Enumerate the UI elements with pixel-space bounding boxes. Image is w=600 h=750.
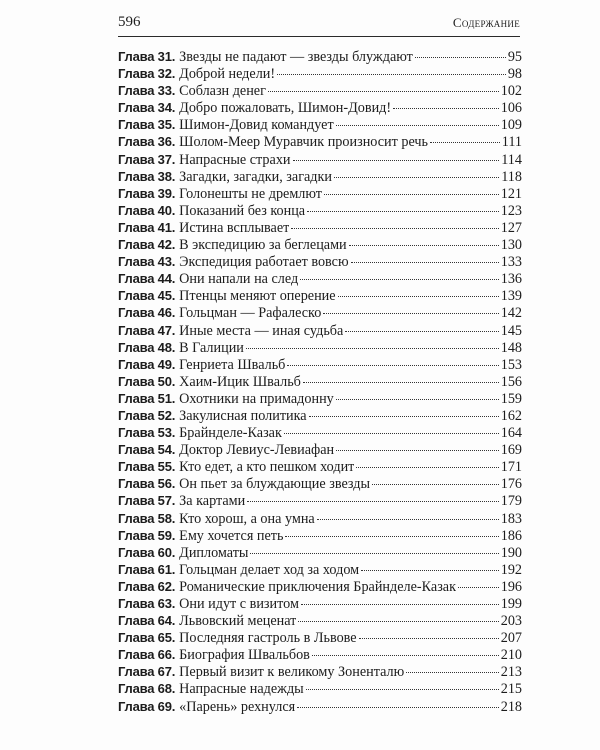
dot-leader (430, 142, 500, 143)
toc-entry (118, 236, 522, 253)
dot-leader (359, 638, 499, 639)
toc-entry (118, 270, 522, 287)
toc-entry (118, 595, 522, 612)
chapter-page-number: 111 (501, 134, 522, 151)
chapter-title: Шимон-Довид командует (179, 117, 334, 134)
dot-leader (285, 536, 498, 537)
dot-leader (361, 570, 499, 571)
toc-entry (118, 492, 522, 509)
chapter-label: Глава 69. (118, 698, 176, 714)
chapter-label: Глава 57. (118, 493, 176, 509)
chapter-page-number: 121 (500, 185, 522, 202)
toc-entry (118, 390, 522, 407)
chapter-label: Глава 46. (118, 305, 176, 321)
toc-entry (118, 475, 522, 492)
chapter-title: Кто хорош, а она умна (179, 510, 315, 527)
chapter-page-number: 207 (500, 630, 522, 647)
chapter-page-number: 106 (500, 100, 522, 117)
dot-leader (300, 279, 499, 280)
chapter-label: Глава 40. (118, 202, 176, 218)
chapter-title: Птенцы меняют оперение (179, 288, 336, 305)
chapter-title: Голонешты не дремлют (179, 185, 322, 202)
dot-leader (312, 655, 499, 656)
toc-entry (118, 510, 522, 527)
toc-entry (118, 441, 522, 458)
chapter-title: Они напали на след (179, 271, 299, 288)
chapter-label: Глава 54. (118, 442, 176, 458)
chapter-label: Глава 39. (118, 185, 176, 201)
toc-entry (118, 698, 522, 715)
chapter-title: В Галиции (179, 339, 244, 356)
chapter-title: Истина всплывает (179, 219, 290, 236)
dot-leader (349, 245, 499, 246)
dot-leader (277, 74, 506, 75)
chapter-title: Брайнделе-Казак (179, 425, 282, 442)
chapter-label: Глава 36. (118, 134, 176, 150)
chapter-label: Глава 58. (118, 510, 176, 526)
chapter-page-number: 98 (507, 66, 522, 83)
chapter-label: Глава 62. (118, 578, 176, 594)
chapter-page-number: 133 (500, 254, 522, 271)
dot-leader (317, 519, 499, 520)
chapter-label: Глава 56. (118, 476, 176, 492)
dot-leader (247, 501, 498, 502)
toc-entry (118, 322, 522, 339)
toc-entry (118, 424, 522, 441)
chapter-title: Они идут с визитом (179, 596, 299, 612)
dot-leader (334, 177, 499, 178)
toc-entry (118, 202, 522, 219)
chapter-page-number: 164 (500, 425, 522, 442)
chapter-title: Он пьет за блуждающие звезды (179, 476, 371, 493)
chapter-label: Глава 52. (118, 407, 176, 423)
chapter-title: Доброй недели! (179, 66, 276, 83)
toc-entry (118, 185, 522, 202)
toc-entry (118, 133, 522, 150)
chapter-page-number: 171 (500, 459, 522, 476)
chapter-page-number: 196 (500, 578, 522, 595)
dot-leader (301, 604, 499, 605)
chapter-page-number: 95 (507, 49, 522, 65)
toc-entry (118, 612, 522, 629)
dot-leader (307, 211, 499, 212)
chapter-page-number: 176 (500, 476, 522, 493)
toc-entry (118, 561, 522, 578)
chapter-page-number: 210 (500, 647, 522, 664)
dot-leader (293, 160, 500, 161)
chapter-title: За картами (179, 493, 246, 510)
chapter-page-number: 218 (500, 698, 522, 715)
dot-leader (406, 672, 499, 673)
chapter-page-number: 102 (500, 83, 522, 100)
toc-entry (118, 82, 522, 99)
chapter-title: Напрасные надежды (179, 681, 304, 698)
dot-leader (246, 348, 499, 349)
chapter-page-number: 148 (500, 339, 522, 356)
chapter-title: Загадки, загадки, загадки (179, 168, 333, 185)
chapter-title: Кто едет, а кто пешком ходит (179, 459, 355, 476)
chapter-label: Глава 48. (118, 339, 176, 355)
chapter-label: Глава 65. (118, 630, 176, 646)
chapter-title: Гольцман — Рафалеско (179, 305, 322, 322)
chapter-title: Хаим-Ицик Швальб (179, 373, 301, 390)
chapter-title: Звезды не падают — звезды блуждают (179, 49, 413, 65)
chapter-label: Глава 66. (118, 647, 176, 663)
chapter-title: Шолом-Меер Муравчик произносит речь (179, 134, 429, 151)
chapter-label: Глава 55. (118, 459, 176, 475)
dot-leader (324, 194, 499, 195)
toc-entry (118, 407, 522, 424)
toc-entry (118, 373, 522, 390)
chapter-title: Дипломаты (179, 544, 249, 561)
chapter-page-number: 118 (501, 168, 522, 185)
page-number: 596 (118, 14, 141, 30)
chapter-page-number: 183 (500, 510, 522, 527)
chapter-label: Глава 32. (118, 66, 176, 82)
chapter-title: Львовский меценат (179, 613, 297, 630)
chapter-title: Добро пожаловать, Шимон-Довид! (179, 100, 392, 117)
toc-entry (118, 253, 522, 270)
chapter-label: Глава 68. (118, 681, 176, 697)
chapter-page-number: 142 (500, 305, 522, 322)
chapter-page-number: 162 (500, 407, 522, 424)
dot-leader (336, 450, 499, 451)
chapter-label: Глава 43. (118, 254, 176, 270)
dot-leader (268, 91, 499, 92)
chapter-label: Глава 61. (118, 561, 176, 577)
chapter-label: Глава 50. (118, 373, 176, 389)
chapter-label: Глава 38. (118, 168, 176, 184)
chapter-label: Глава 42. (118, 237, 176, 253)
chapter-title: Романические приключения Брайнделе-Казак (179, 578, 456, 595)
dot-leader (291, 228, 498, 229)
chapter-title: Иные места — иная судьба (179, 322, 344, 339)
chapter-label: Глава 31. (118, 49, 176, 64)
toc-entry (118, 151, 522, 168)
dot-leader (303, 382, 499, 383)
chapter-label: Глава 67. (118, 664, 176, 680)
toc-entry (118, 287, 522, 304)
toc-entry (118, 65, 522, 82)
chapter-title: Соблазн денег (179, 83, 266, 100)
chapter-label: Глава 60. (118, 544, 176, 560)
chapter-page-number: 190 (500, 544, 522, 561)
chapter-title: Доктор Левиус-Левиафан (179, 442, 335, 459)
dot-leader (336, 399, 499, 400)
dot-leader (393, 108, 499, 109)
chapter-page-number: 123 (500, 202, 522, 219)
chapter-page-number: 145 (500, 322, 522, 339)
chapter-page-number: 130 (500, 237, 522, 254)
chapter-title: Закулисная политика (179, 407, 307, 424)
running-title: Содержание (452, 15, 520, 30)
dot-leader (345, 331, 498, 332)
chapter-title: Охотники на примадонну (179, 390, 334, 407)
chapter-label: Глава 41. (118, 219, 176, 235)
chapter-page-number: 186 (500, 527, 522, 544)
chapter-title: Показаний без конца (179, 202, 306, 219)
chapter-page-number: 213 (500, 664, 522, 681)
chapter-label: Глава 44. (118, 271, 176, 287)
toc-entry (118, 48, 522, 65)
table-of-contents (118, 48, 522, 715)
dot-leader (415, 57, 506, 58)
dot-leader (338, 296, 499, 297)
chapter-title: Ему хочется петь (179, 527, 284, 544)
chapter-page-number: 156 (500, 373, 522, 390)
chapter-page-number: 169 (500, 442, 522, 459)
chapter-title: Напрасные страхи (179, 151, 291, 168)
chapter-label: Глава 49. (118, 356, 176, 372)
chapter-title: Биография Швальбов (179, 647, 310, 664)
dot-leader (356, 467, 498, 468)
toc-entry (118, 578, 522, 595)
toc-entry (118, 304, 522, 321)
dot-leader (306, 689, 499, 690)
chapter-label: Глава 37. (118, 151, 176, 167)
toc-entry (118, 527, 522, 544)
toc-entry (118, 339, 522, 356)
chapter-page-number: 114 (501, 151, 522, 168)
chapter-label: Глава 64. (118, 613, 176, 629)
chapter-page-number: 127 (500, 219, 522, 236)
toc-entry (118, 663, 522, 680)
dot-leader (250, 553, 498, 554)
dot-leader (351, 262, 499, 263)
chapter-label: Глава 34. (118, 100, 176, 116)
chapter-page-number: 199 (500, 596, 522, 612)
toc-entry (118, 356, 522, 373)
toc-entry (118, 219, 522, 236)
chapter-label: Глава 33. (118, 83, 176, 99)
chapter-label: Глава 47. (118, 322, 176, 338)
chapter-page-number: 153 (500, 356, 522, 373)
chapter-page-number: 109 (500, 117, 522, 134)
chapter-title: Экспедиция работает вовсю (179, 254, 349, 271)
toc-entry (118, 544, 522, 561)
dot-leader (336, 125, 499, 126)
toc-entry (118, 629, 522, 646)
chapter-label: Глава 51. (118, 390, 176, 406)
chapter-page-number: 139 (500, 288, 522, 305)
dot-leader (458, 587, 499, 588)
chapter-page-number: 215 (500, 681, 522, 698)
chapter-label: Глава 59. (118, 527, 176, 543)
dot-leader (284, 433, 499, 434)
chapter-title: «Парень» рехнулся (179, 698, 296, 715)
dot-leader (323, 313, 498, 314)
chapter-page-number: 192 (500, 561, 522, 578)
chapter-label: Глава 35. (118, 117, 176, 133)
chapter-page-number: 136 (500, 271, 522, 288)
dot-leader (372, 484, 499, 485)
chapter-title: Первый визит к великому Зоненталю (179, 664, 405, 681)
chapter-label: Глава 53. (118, 425, 176, 441)
toc-entry (118, 458, 522, 475)
dot-leader (297, 707, 499, 708)
dot-leader (298, 621, 498, 622)
chapter-title: Последняя гастроль в Львове (179, 630, 357, 647)
toc-entry (118, 116, 522, 133)
chapter-title: Гольцман делает ход за ходом (179, 561, 360, 578)
chapter-label: Глава 45. (118, 288, 176, 304)
dot-leader (309, 416, 499, 417)
chapter-page-number: 159 (500, 390, 522, 407)
chapter-label: Глава 63. (118, 596, 176, 611)
toc-entry (118, 99, 522, 116)
page-header (118, 10, 520, 37)
toc-entry (118, 646, 522, 663)
chapter-title: В экспедицию за беглецами (179, 237, 347, 254)
chapter-page-number: 179 (500, 493, 522, 510)
toc-entry (118, 680, 522, 697)
toc-entry (118, 168, 522, 185)
dot-leader (287, 365, 498, 366)
chapter-page-number: 203 (500, 613, 522, 630)
chapter-title: Генриета Швальб (179, 356, 286, 373)
